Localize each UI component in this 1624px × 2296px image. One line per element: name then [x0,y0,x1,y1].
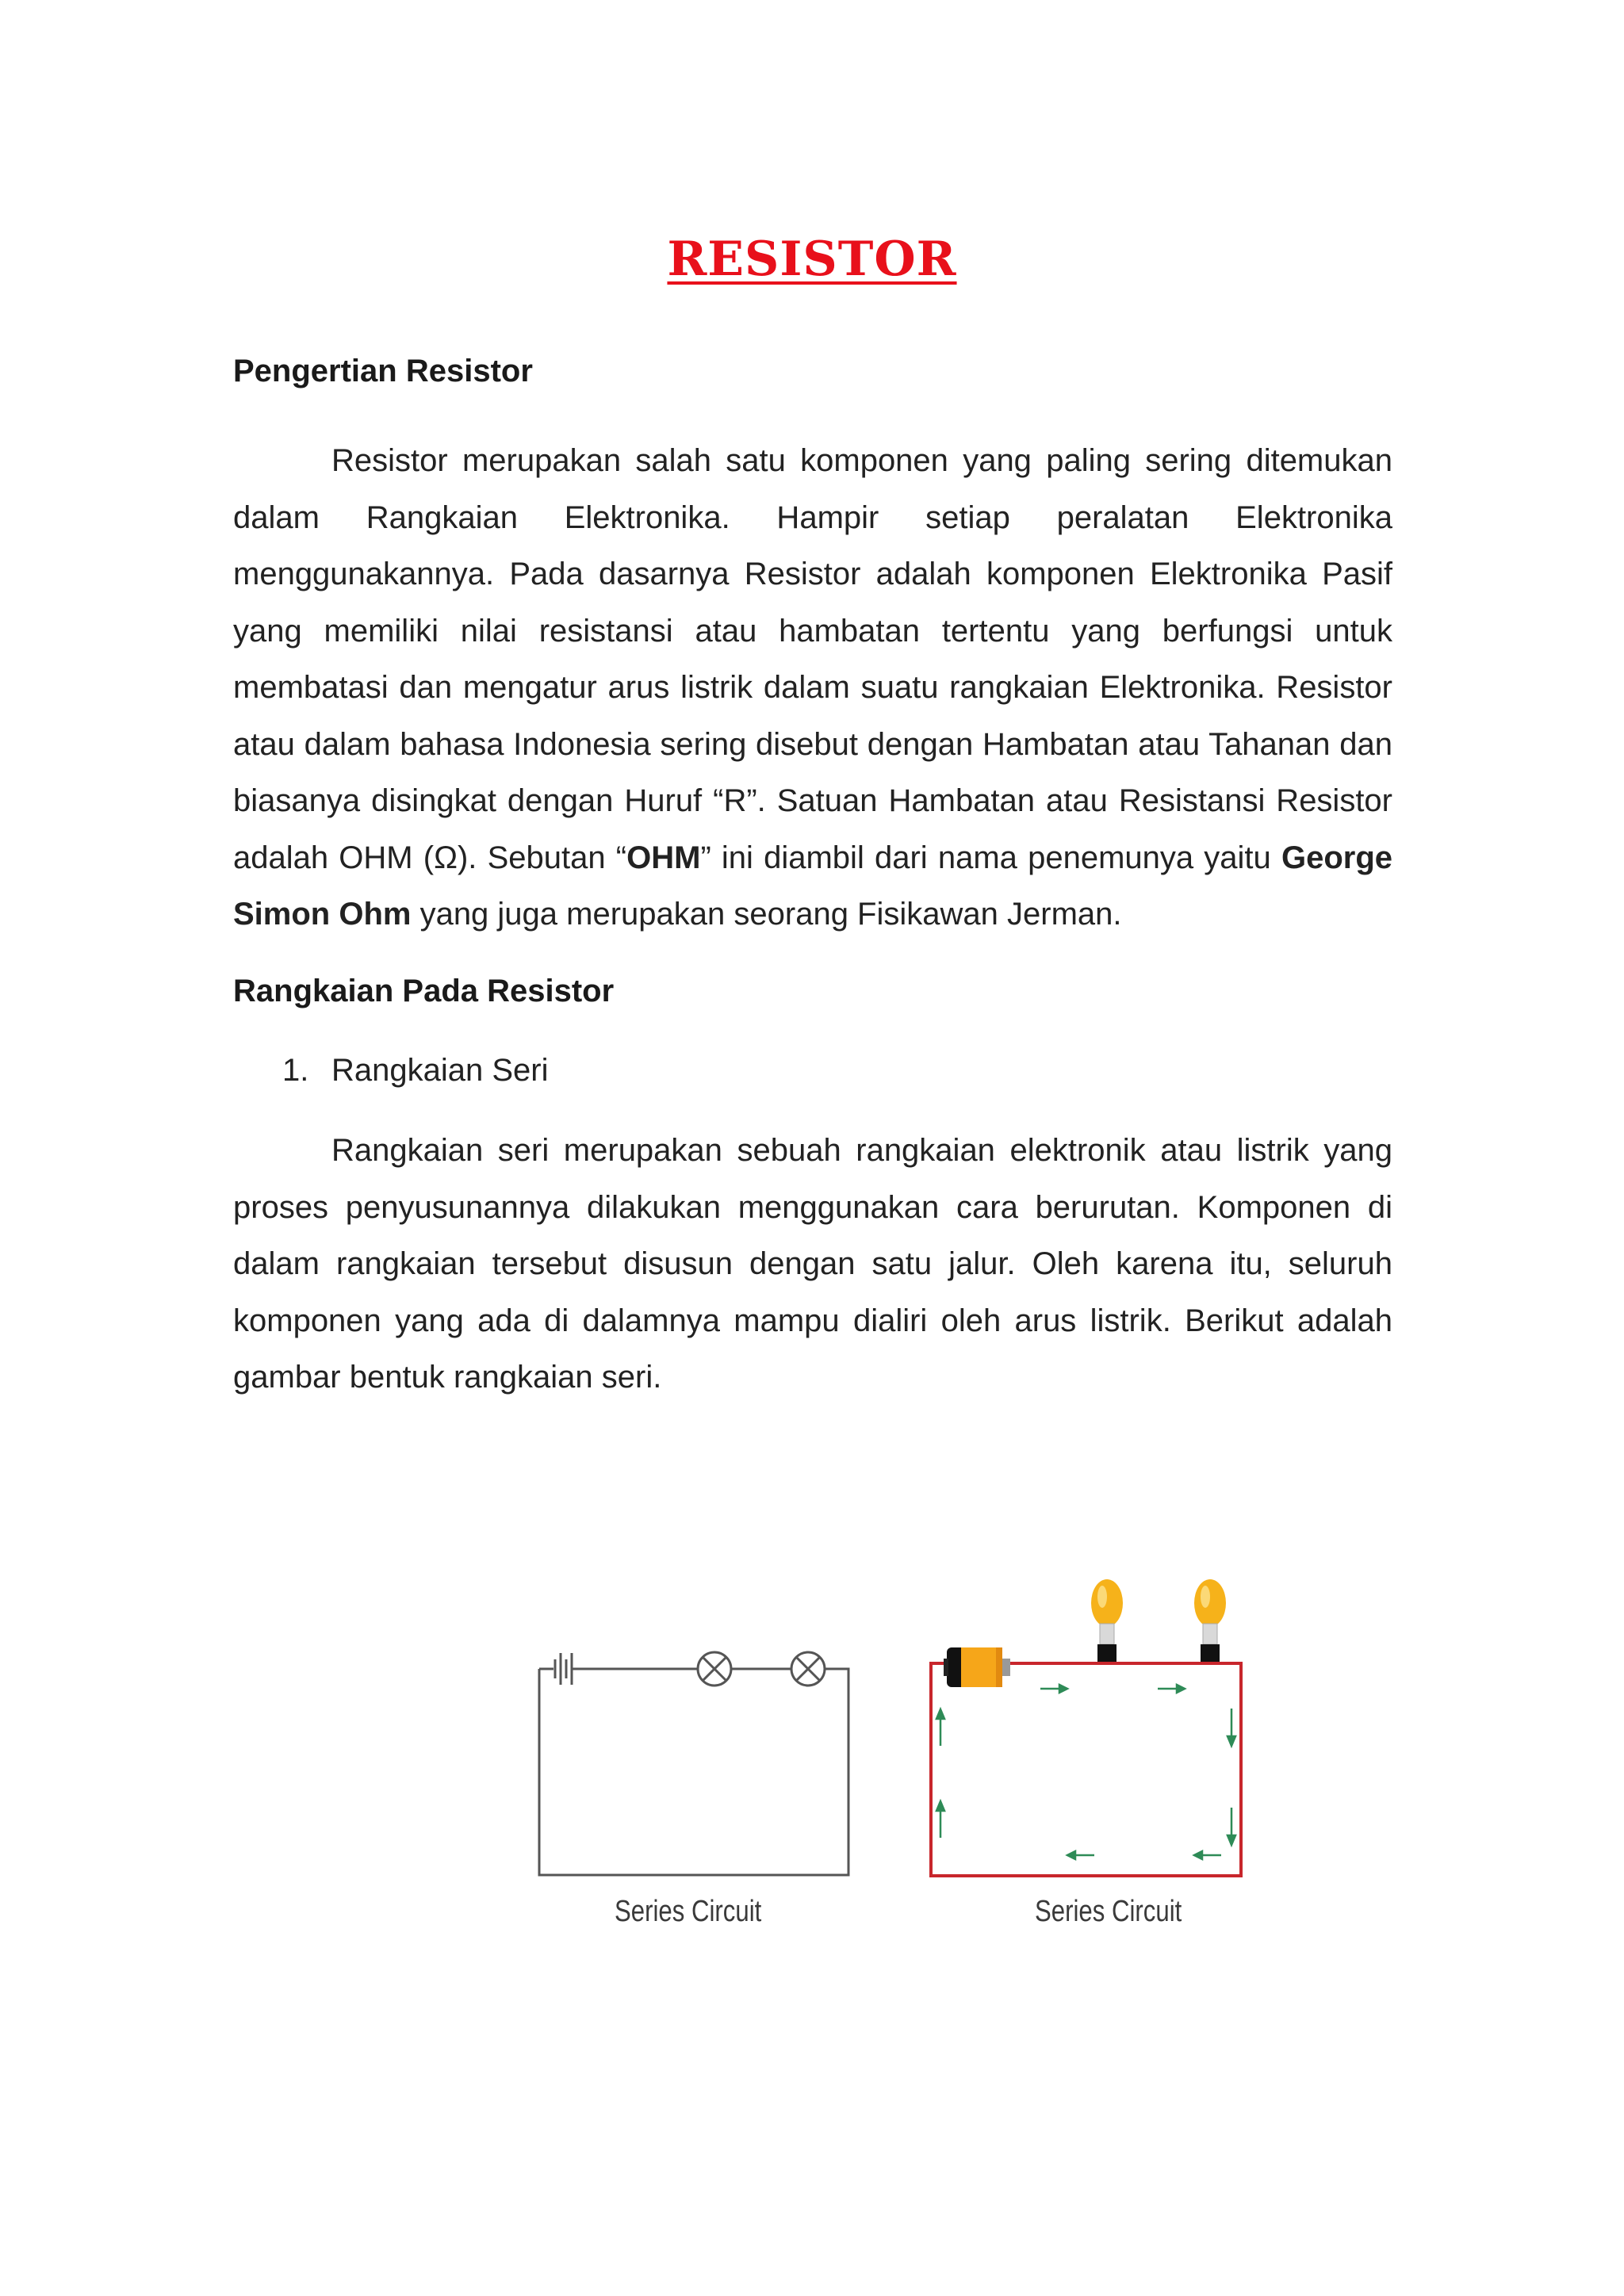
paragraph-text: yang juga merupakan seorang Fisikawan Jerman. [411,897,1122,932]
schematic-circuit-diagram [539,1652,848,1875]
paragraph-pengertian [233,433,1392,943]
lamp-symbol [791,1652,825,1686]
bold-term-ohm: OHM [626,840,701,875]
bold-name-george-simon-ohm: George Simon Ohm [233,840,1392,932]
paragraph-text: ” ini diambil dari nama penemunya yaitu [700,840,1281,875]
figure-caption-right: Series Circuit [1035,1895,1182,1928]
light-bulb-icon [1194,1579,1226,1662]
series-circuit-illustration [523,1570,1269,1942]
list-item-rangkaian-seri [282,1053,549,1089]
figure-caption-left: Series Circuit [615,1895,762,1928]
list-label: Rangkaian Seri [331,1053,549,1088]
red-wire-loop [931,1663,1241,1876]
pictorial-circuit-diagram [931,1579,1241,1876]
battery-symbol [555,1653,572,1685]
light-bulb-icon [1091,1579,1123,1662]
arrow-right-icon [1158,1685,1185,1693]
arrow-down-icon [1228,1709,1235,1746]
current-flow-arrows [936,1685,1235,1859]
arrow-up-icon [936,1801,944,1838]
schematic-wire [539,1669,848,1875]
paragraph-text: Resistor merupakan salah satu komponen yang paling sering ditemukan dalam Rangkaian Elektronika. Hampir setiap peralatan Elektronika menggunakannya. Pada dasarnya Resistor adalah komponen Elektronika Pasif yang memiliki nilai resistansi atau hambatan tertentu yang berfungsi untuk membatasi dan mengatur arus listrik dalam suatu rangkaian Elektronika. Resistor atau dalam bahasa Indonesia sering disebut dengan Hambatan atau Tahanan dan biasanya disingkat dengan Huruf “R”. Satuan Hambatan atau Resistansi Resistor adalah OHM (Ω). Sebutan “ [233,443,1392,875]
section-heading-pengertian: Pengertian Resistor [233,354,533,388]
list-number: 1. [282,1053,309,1088]
arrow-left-icon [1194,1851,1221,1859]
document-title: RESISTOR [667,232,957,287]
battery-icon [944,1647,1010,1687]
arrow-right-icon [1040,1685,1067,1693]
arrow-down-icon [1228,1808,1235,1845]
arrow-up-icon [936,1709,944,1746]
arrow-left-icon [1067,1851,1094,1859]
series-circuit-figure [523,1570,1269,1942]
section-heading-rangkaian: Rangkaian Pada Resistor [233,974,615,1008]
paragraph-rangkaian-seri: Rangkaian seri merupakan sebuah rangkaian elektronik atau listrik yang proses penyusunannya dilakukan menggunakan cara berurutan. Komponen di dalam rangkaian tersebut disusun dengan satu jalur. Oleh karena itu, seluruh komponen yang ada di dalamnya mampu dialiri oleh arus listrik. Berikut adalah gambar bentuk rangkaian seri. [233,1133,1392,1395]
lamp-symbol [698,1652,731,1686]
